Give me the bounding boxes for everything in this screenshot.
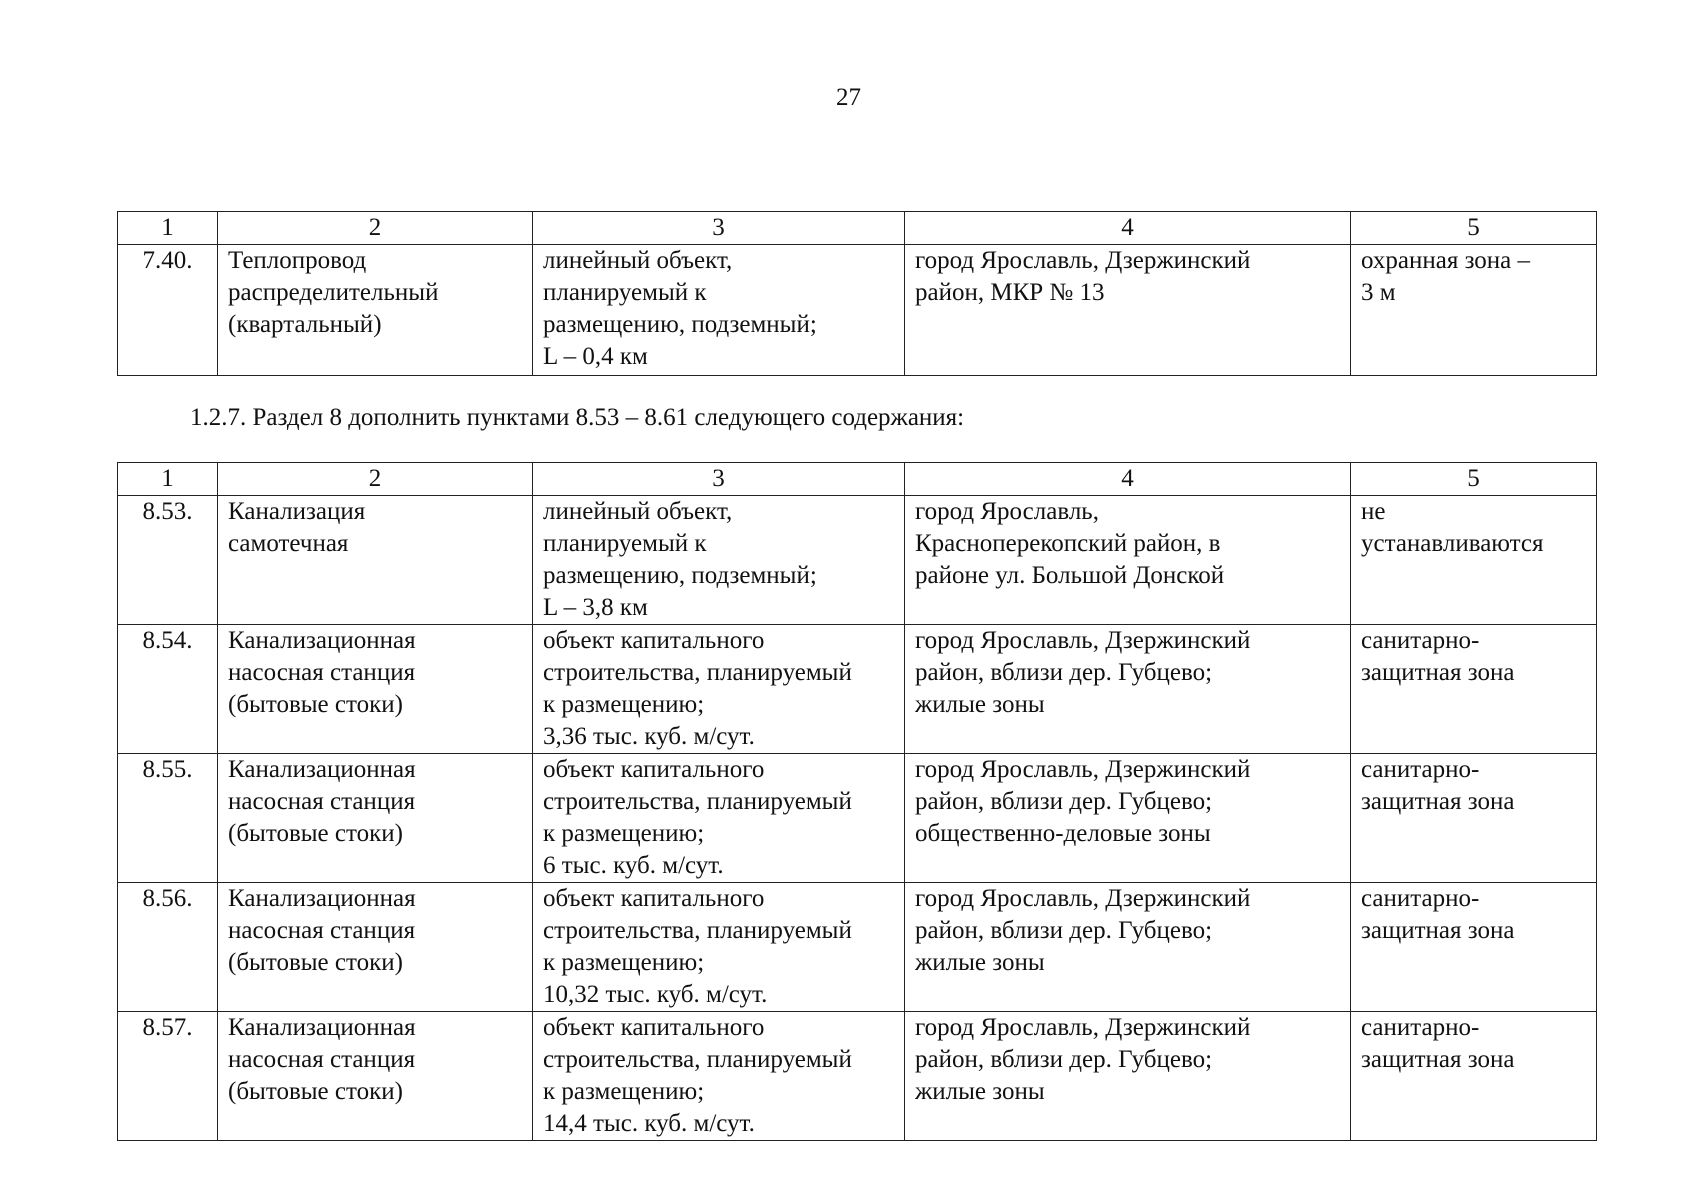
object-location: город Ярославль, Красноперекопский район, в районе ул. Большой Донской [905, 496, 1351, 625]
object-description: объект капитального строительства, планируемый к размещению; 6 тыс. куб. м/сут. [533, 754, 905, 883]
object-name: Теплопровод распределительный (квартальный) [218, 245, 533, 376]
object-name: Канализационная насосная станция (бытовые стоки) [218, 883, 533, 1012]
table-row [118, 496, 1597, 625]
object-location: город Ярославль, Дзержинский район, вблизи дер. Губцево; жилые зоны [905, 625, 1351, 754]
row-number: 8.57. [118, 1012, 218, 1141]
column-header: 3 [533, 463, 905, 496]
table-row [118, 625, 1597, 754]
object-description: линейный объект, планируемый к размещению, подземный; L – 3,8 км [533, 496, 905, 625]
column-header: 5 [1351, 212, 1597, 245]
object-name: Канализационная насосная станция (бытовые стоки) [218, 1012, 533, 1141]
page-number: 27 [836, 84, 861, 111]
object-zone: не устанавливаются [1351, 496, 1597, 625]
column-header: 5 [1351, 463, 1597, 496]
table-row [118, 883, 1597, 1012]
object-location: город Ярославль, Дзержинский район, вблизи дер. Губцево; общественно-деловые зоны [905, 754, 1351, 883]
object-description: объект капитального строительства, планируемый к размещению; 14,4 тыс. куб. м/сут. [533, 1012, 905, 1141]
row-number: 8.53. [118, 496, 218, 625]
object-zone: охранная зона – 3 м [1351, 245, 1597, 376]
row-number: 7.40. [118, 245, 218, 376]
column-header: 3 [533, 212, 905, 245]
object-zone: санитарно- защитная зона [1351, 883, 1597, 1012]
table-header-row [118, 463, 1597, 496]
object-name: Канализационная насосная станция (бытовые стоки) [218, 625, 533, 754]
column-header: 1 [118, 463, 218, 496]
column-header: 4 [905, 212, 1351, 245]
object-location: город Ярославль, Дзержинский район, МКР № 13 [905, 245, 1351, 376]
object-zone: санитарно- защитная зона [1351, 625, 1597, 754]
column-header: 1 [118, 212, 218, 245]
table-continued [117, 211, 1597, 376]
table-row [118, 245, 1597, 376]
table-header-row [118, 212, 1597, 245]
table-row [118, 1012, 1597, 1141]
object-description: линейный объект, планируемый к размещению, подземный; L – 0,4 км [533, 245, 905, 376]
table-section-8 [117, 462, 1597, 1141]
object-description: объект капитального строительства, планируемый к размещению; 10,32 тыс. куб. м/сут. [533, 883, 905, 1012]
column-header: 2 [218, 463, 533, 496]
table-row [118, 754, 1597, 883]
row-number: 8.54. [118, 625, 218, 754]
object-name: Канализационная насосная станция (бытовые стоки) [218, 754, 533, 883]
object-zone: санитарно- защитная зона [1351, 1012, 1597, 1141]
object-zone: санитарно- защитная зона [1351, 754, 1597, 883]
object-location: город Ярославль, Дзержинский район, вблизи дер. Губцево; жилые зоны [905, 1012, 1351, 1141]
row-number: 8.55. [118, 754, 218, 883]
row-number: 8.56. [118, 883, 218, 1012]
object-description: объект капитального строительства, планируемый к размещению; 3,36 тыс. куб. м/сут. [533, 625, 905, 754]
object-name: Канализация самотечная [218, 496, 533, 625]
column-header: 2 [218, 212, 533, 245]
section-paragraph: 1.2.7. Раздел 8 дополнить пунктами 8.53 – 8.61 следующего содержания: [190, 404, 965, 431]
column-header: 4 [905, 463, 1351, 496]
object-location: город Ярославль, Дзержинский район, вблизи дер. Губцево; жилые зоны [905, 883, 1351, 1012]
